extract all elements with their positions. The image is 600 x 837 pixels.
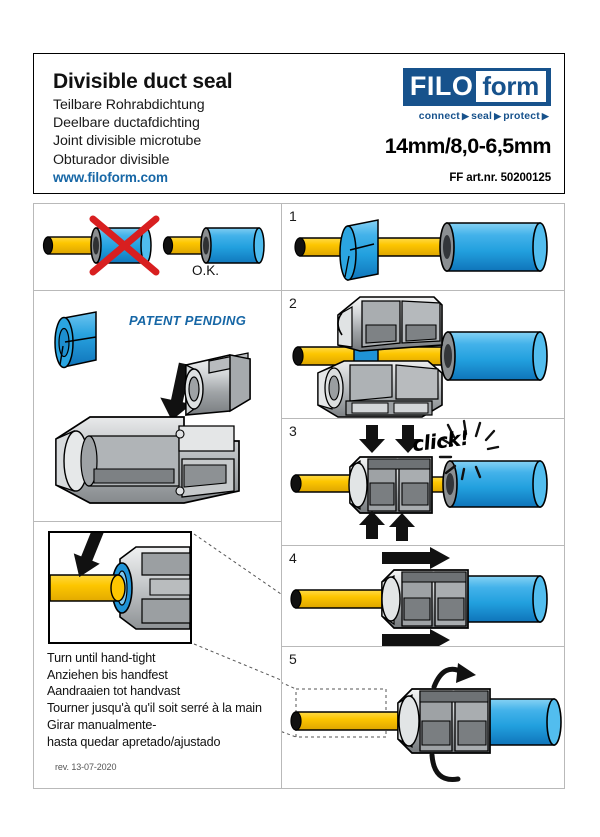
filoform-logo (403, 68, 551, 106)
panel-step-5 (282, 647, 564, 789)
instruction-grid (33, 203, 565, 789)
connector-cap-piece (185, 353, 250, 415)
instruction-text-block (47, 650, 281, 750)
title-line-es: Obturador divisible (53, 151, 170, 168)
tagline-arrow-2-icon: ▶ (494, 111, 502, 121)
ok-label: O.K. (192, 263, 220, 278)
panel-detail-instructions (34, 522, 281, 788)
revision-date: rev. 13-07-2020 (55, 762, 117, 772)
patent-pending-label: PATENT PENDING (129, 313, 247, 328)
step-number-5: 5 (289, 651, 297, 667)
title-line-nl: Deelbare ductafdichting (53, 115, 200, 132)
sheet-header (33, 53, 565, 194)
brand-tagline (341, 111, 551, 122)
seal-ring-on-tube (340, 220, 378, 280)
step-5-illustration (282, 647, 564, 788)
header-titles (53, 70, 353, 169)
instruction-line-es-1: Girar manualmente- (47, 717, 157, 732)
blue-seal-ring (55, 312, 96, 368)
panel-step-3 (282, 419, 564, 546)
instruction-line-es-2: hasta quedar apretado/ajustado (47, 734, 221, 749)
click-sound-label: click! (410, 425, 471, 457)
rotate-arrowhead-top-icon (456, 663, 476, 683)
panel-bad-good-example (34, 204, 281, 291)
panel-step-1 (282, 204, 564, 291)
product-size-label: 14mm/8,0-6,5mm (384, 134, 551, 158)
assembled-connector-step5 (398, 689, 490, 753)
right-column (282, 204, 564, 788)
step-number-2: 2 (289, 295, 297, 311)
website-link[interactable]: www.filoform.com (53, 170, 168, 185)
instruction-line-de: Anziehen bis handfest (47, 667, 168, 682)
header-brand-block (341, 68, 551, 184)
panel-patent-pending (34, 291, 281, 522)
article-number: FF art.nr. 50200125 (449, 172, 551, 184)
step-number-4: 4 (289, 550, 297, 566)
page-title: Divisible duct seal (53, 70, 233, 93)
left-column (34, 204, 282, 788)
title-line-fr: Joint divisible microtube (53, 133, 202, 150)
instruction-line-nl: Aandraaien tot handvast (47, 684, 181, 699)
step-number-1: 1 (289, 208, 297, 224)
instruction-line-fr: Tourner jusqu'à qu'il soit serré à la main (47, 701, 262, 716)
tagline-connect: connect (418, 111, 460, 122)
step-1-illustration (282, 204, 564, 290)
instruction-sheet (33, 53, 567, 789)
press-arrows-up-icon (359, 511, 415, 541)
title-line-de: Teilbare Rohrabdichtung (53, 97, 205, 114)
tagline-arrow-1-icon: ▶ (461, 111, 470, 121)
instruction-line-en: Turn until hand-tight (47, 651, 156, 665)
tagline-arrow-3-icon: ▶ (541, 111, 549, 121)
tagline-protect: protect (503, 111, 540, 122)
connector-upper-half (338, 297, 442, 351)
step-2-illustration (282, 291, 564, 418)
rotate-arrow-bottom-icon (432, 755, 458, 780)
assembled-connector (349, 457, 432, 513)
detail-cutaway-box (48, 531, 192, 644)
logo-text-filo: FILO (409, 71, 474, 101)
push-arrow-top-icon (382, 547, 450, 569)
tagline-seal: seal (471, 111, 493, 122)
step-4-illustration (282, 546, 564, 646)
push-arrow-bottom-icon (382, 629, 450, 646)
connector-lower-half (318, 361, 442, 417)
panel-step-2 (282, 291, 564, 419)
assembled-connector-step4 (382, 570, 468, 628)
logo-text-form: form (476, 71, 546, 102)
panel-step-4 (282, 546, 564, 647)
bad-good-illustration (34, 204, 281, 290)
detail-cutaway-illustration (50, 533, 190, 642)
step-number-3: 3 (289, 423, 297, 439)
connector-body-piece (56, 417, 239, 503)
